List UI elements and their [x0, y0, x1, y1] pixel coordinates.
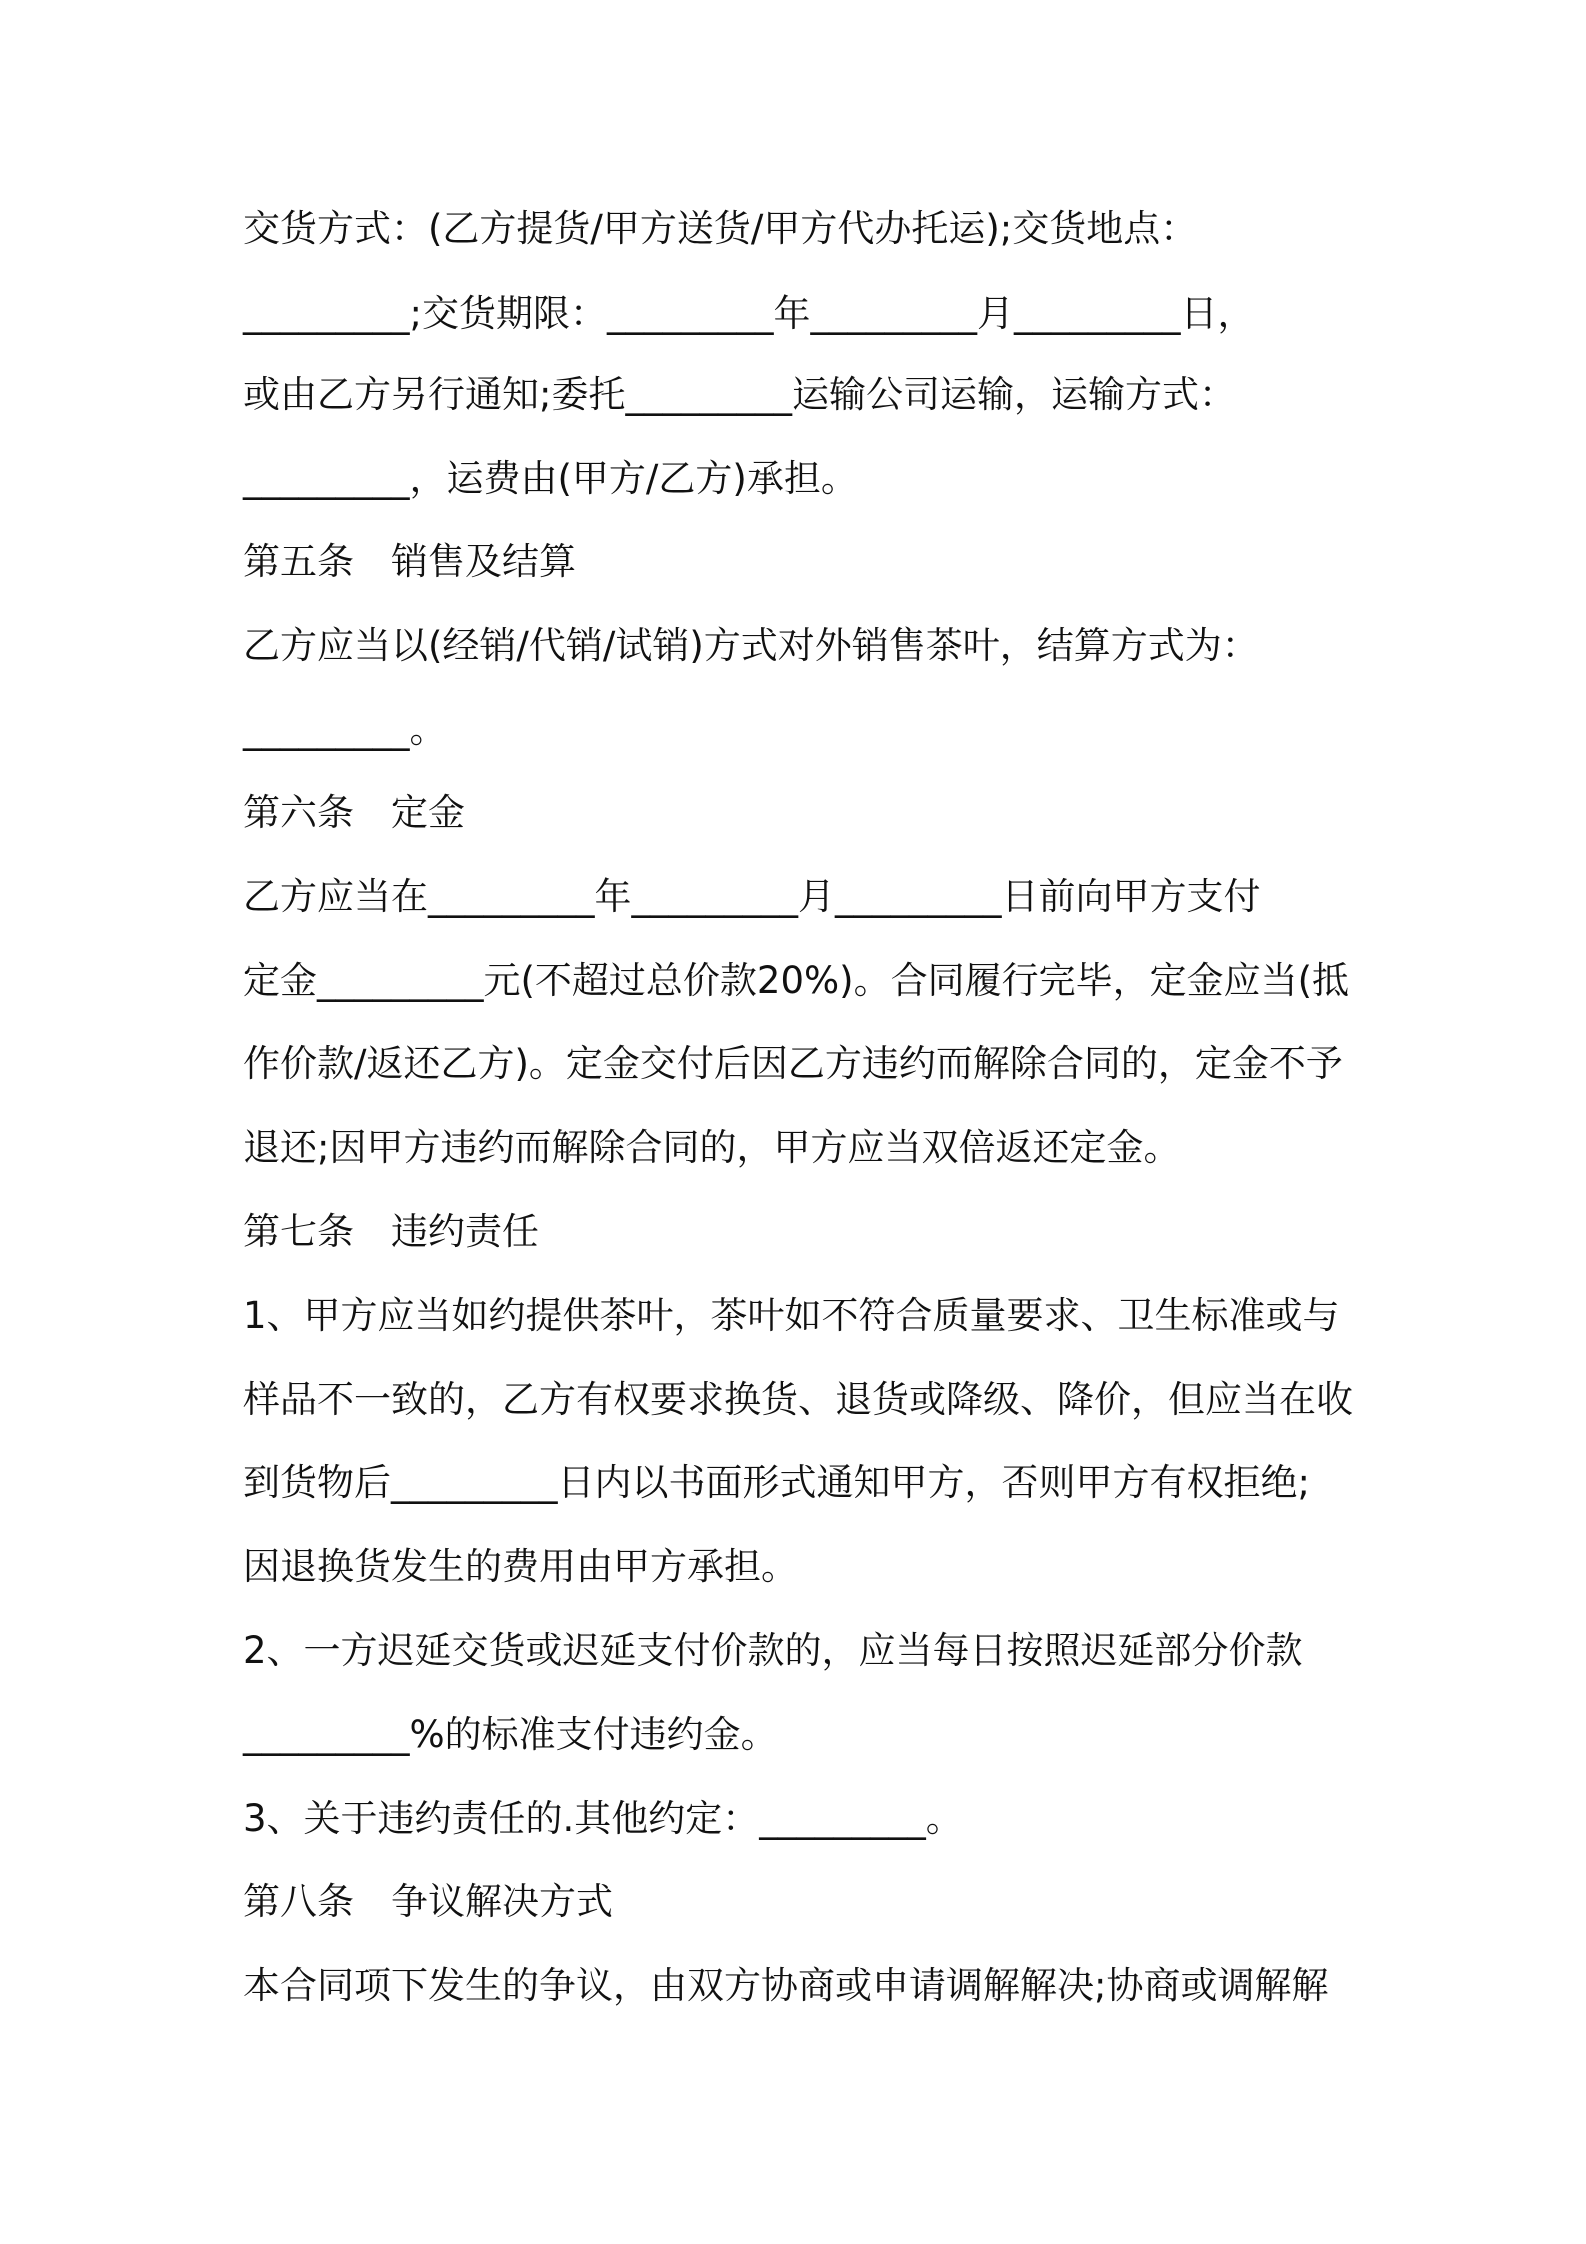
deposit-offset-line: 作价款/返还乙方)。定金交付后因乙方违约而解除合同的，定金不予 [243, 1042, 1343, 1085]
settlement-blank-line: _________。 [243, 708, 447, 751]
deposit-date-line: 乙方应当在_________年_________月_________日前向甲方支付 [243, 875, 1261, 918]
dispute-resolution-line: 本合同项下发生的争议，由双方协商或申请调解解决;协商或调解解 [243, 1964, 1329, 2007]
transport-company-line: 或由乙方另行通知;委托_________运输公司运输，运输方式： [243, 373, 1236, 416]
deposit-amount-line: 定金_________元(不超过总价款20%)。合同履行完毕，定金应当(抵 [243, 959, 1350, 1002]
liability-item-1-line-2: 样品不一致的，乙方有权要求换货、退货或降级、降价，但应当在收 [243, 1378, 1353, 1421]
sales-settlement-line: 乙方应当以(经销/代销/试销)方式对外销售茶叶，结算方式为： [243, 624, 1259, 667]
liability-item-1-line-3: 到货物后_________日内以书面形式通知甲方，否则甲方有权拒绝; [243, 1461, 1310, 1504]
freight-line: _________，运费由(甲方/乙方)承担。 [243, 457, 858, 500]
liability-item-3-line: 3、关于违约责任的.其他约定：_________。 [243, 1797, 963, 1840]
liability-item-1-line-1: 1、甲方应当如约提供茶叶，茶叶如不符合质量要求、卫生标准或与 [243, 1294, 1340, 1337]
article-6-heading: 第六条 定金 [243, 791, 465, 834]
delivery-deadline-line: _________;交货期限：_________年_________月_________日， [243, 292, 1255, 335]
liability-item-2-line-2: _________%的标准支付违约金。 [243, 1713, 778, 1756]
liability-item-2-line-1: 2、一方迟延交货或迟延支付价款的，应当每日按照迟延部分价款 [243, 1629, 1303, 1672]
deposit-refund-line: 退还;因甲方违约而解除合同的，甲方应当双倍返还定金。 [243, 1126, 1181, 1169]
article-8-heading: 第八条 争议解决方式 [243, 1880, 613, 1923]
liability-item-1-line-4: 因退换货发生的费用由甲方承担。 [243, 1545, 798, 1588]
delivery-method-line: 交货方式：(乙方提货/甲方送货/甲方代办托运);交货地点： [243, 207, 1198, 250]
article-7-heading: 第七条 违约责任 [243, 1210, 539, 1253]
article-5-heading: 第五条 销售及结算 [243, 540, 576, 583]
